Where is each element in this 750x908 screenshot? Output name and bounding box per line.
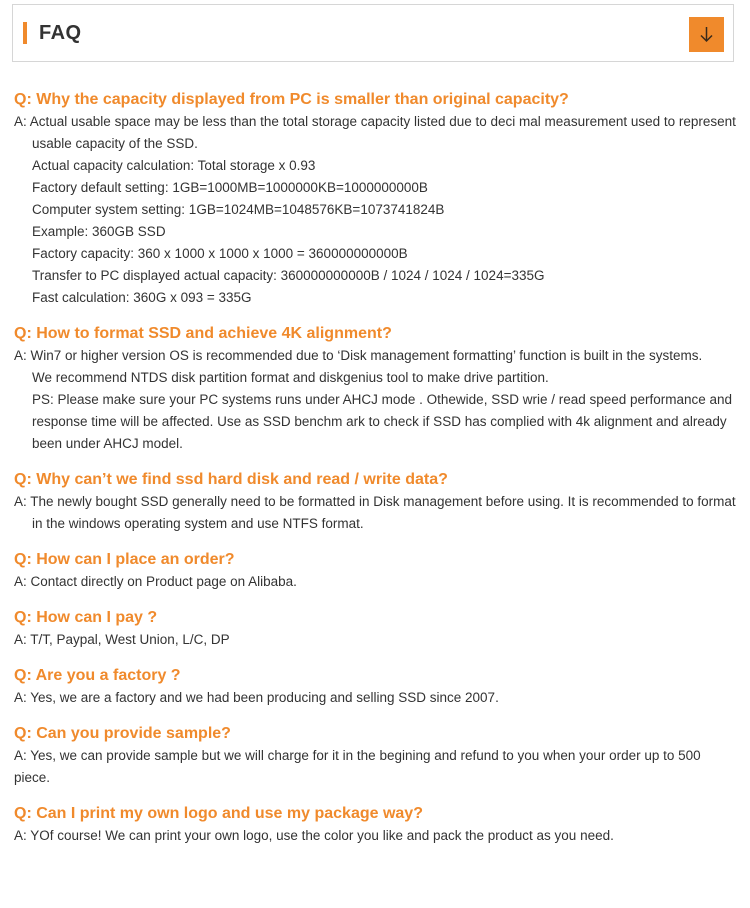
- faq-answer: [14, 687, 736, 709]
- page-title: FAQ: [39, 22, 82, 44]
- faq-item: [14, 469, 736, 535]
- faq-answer: [14, 745, 736, 789]
- header-accent-bar: [23, 22, 27, 44]
- faq-item: [14, 323, 736, 455]
- answer-line: Transfer to PC displayed actual capacity: 360000000000B / 1024 / 1024 / 1024=335G: [32, 268, 545, 283]
- collapse-toggle-button[interactable]: [689, 17, 724, 52]
- answer-line: PS: Please make sure your PC systems runs under AHCJ mode . Othewide, SSD wrie / read speed performance and response time will be affected. Use as SSD benchm ark to check if SSD has complied with 4k alignment and already been under AHCJ model.: [32, 392, 733, 451]
- faq-item: [14, 607, 736, 651]
- answer-line: A: T/T, Paypal, West Union, L/C, DP: [14, 632, 230, 647]
- faq-question: Q: Why can’t we find ssd hard disk and read / write data?: [14, 471, 448, 488]
- faq-answer: [14, 629, 736, 651]
- faq-header: [12, 4, 734, 62]
- answer-line: A: Contact directly on Product page on Alibaba.: [14, 574, 297, 589]
- faq-question: Q: How can I place an order?: [14, 551, 235, 568]
- answer-line: Factory default setting: 1GB=1000MB=1000000KB=1000000000B: [32, 180, 428, 195]
- answer-line: Fast calculation: 360G x 093 = 335G: [32, 290, 252, 305]
- answer-line: A: YOf course! We can print your own logo, use the color you like and pack the product as you need.: [14, 828, 614, 843]
- faq-answer: [14, 345, 736, 455]
- faq-question: Q: Can you provide sample?: [14, 725, 231, 742]
- faq-answer: [14, 491, 736, 535]
- answer-line: We recommend NTDS disk partition format and diskgenius tool to make drive partition.: [32, 370, 549, 385]
- answer-line: Example: 360GB SSD: [32, 224, 166, 239]
- faq-question: Q: Are you a factory ?: [14, 667, 181, 684]
- faq-item: [14, 665, 736, 709]
- faq-question: Q: Can I print my own logo and use my package way?: [14, 805, 423, 822]
- answer-line: A: Win7 or higher version OS is recommended due to ‘Disk management formatting’ function is built in the systems.: [14, 348, 703, 363]
- answer-line: Computer system setting: 1GB=1024MB=1048576KB=1073741824B: [32, 202, 445, 217]
- answer-line: A: Yes, we are a factory and we had been producing and selling SSD since 2007.: [14, 690, 499, 705]
- answer-line: A: Yes, we can provide sample but we will charge for it in the begining and refund to you when your order up to 500 piece.: [14, 748, 701, 785]
- faq-answer: [14, 111, 736, 309]
- faq-list: [14, 89, 736, 861]
- arrow-down-icon: [698, 25, 715, 44]
- faq-item: [14, 89, 736, 309]
- faq-answer: [14, 571, 736, 593]
- answer-line: A: Actual usable space may be less than the total storage capacity listed due to deci mal measurement used to represent usable capacity of the SSD.: [14, 114, 736, 151]
- faq-question: Q: How can I pay ?: [14, 609, 158, 626]
- answer-line: Factory capacity: 360 x 1000 x 1000 x 1000 = 360000000000B: [32, 246, 408, 261]
- answer-line: A: The newly bought SSD generally need to be formatted in Disk management before using. It is recommended to format in the windows operating system and use NTFS format.: [14, 494, 736, 531]
- faq-question: Q: How to format SSD and achieve 4K alignment?: [14, 325, 392, 342]
- faq-answer: [14, 825, 736, 847]
- faq-item: [14, 723, 736, 789]
- faq-item: [14, 549, 736, 593]
- answer-line: Actual capacity calculation: Total storage x 0.93: [32, 158, 316, 173]
- faq-question: Q: Why the capacity displayed from PC is smaller than original capacity?: [14, 91, 569, 108]
- faq-item: [14, 803, 736, 847]
